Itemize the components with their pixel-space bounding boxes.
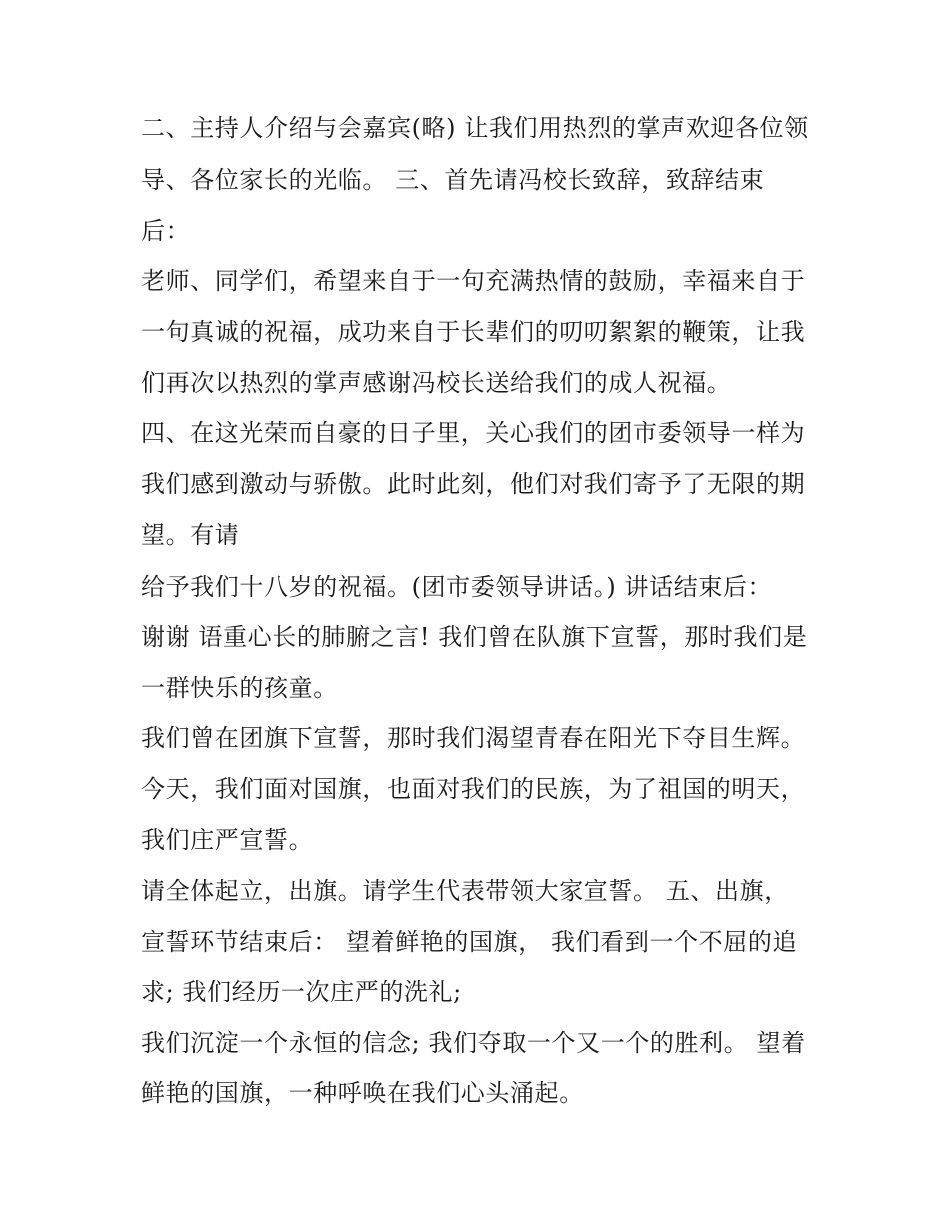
text-line: 给予我们十八岁的祝福。(团市委领导讲话。) 讲话结束后：: [141, 573, 773, 601]
text-line: 今天，我们面对国旗，也面对我们的民族，为了祖国的明天，: [141, 775, 806, 803]
text-line: 二、主持人介绍与会嘉宾(略) 让我们用热烈的掌声欢迎各位领: [141, 114, 809, 142]
text-line: 谢谢 语重心长的肺腑之言! 我们曾在队旗下宣誓，那时我们是: [141, 623, 808, 651]
text-line: 鲜艳的国旗，一种呼唤在我们心头涌起。: [141, 1079, 584, 1107]
text-line: 一句真诚的祝福，成功来自于长辈们的叨叨絮絮的鞭策，让我: [141, 318, 806, 346]
text-line: 后：: [141, 217, 191, 245]
text-line: 四、在这光荣而自豪的日子里，关心我们的团市委领导一样为: [141, 419, 806, 447]
text-line: 望。有请: [141, 521, 240, 549]
text-line: 们再次以热烈的掌声感谢冯校长送给我们的成人祝福。: [141, 369, 732, 397]
text-line: 我们庄严宣誓。: [141, 826, 314, 854]
text-line: 我们感到激动与骄傲。此时此刻，他们对我们寄予了无限的期: [141, 470, 806, 498]
text-line: 我们沉淀一个永恒的信念; 我们夺取一个又一个的胜利。 望着: [141, 1029, 806, 1057]
text-line: 求; 我们经历一次庄严的洗礼;: [141, 978, 462, 1006]
text-line: 宣誓环节结束后： 望着鲜艳的国旗， 我们看到一个不屈的追: [141, 928, 798, 956]
text-line: 我们曾在团旗下宣誓，那时我们渴望青春在阳光下夺目生辉。: [141, 724, 806, 752]
text-line: 请全体起立，出旗。请学生代表带领大家宣誓。 五、出旗，: [141, 877, 789, 905]
text-line: 导、各位家长的光临。 三、首先请冯校长致辞，致辞结束: [141, 166, 765, 194]
text-line: 老师、同学们，希望来自于一句充满热情的鼓励，幸福来自于: [141, 267, 806, 295]
text-line: 一群快乐的孩童。: [141, 674, 338, 702]
